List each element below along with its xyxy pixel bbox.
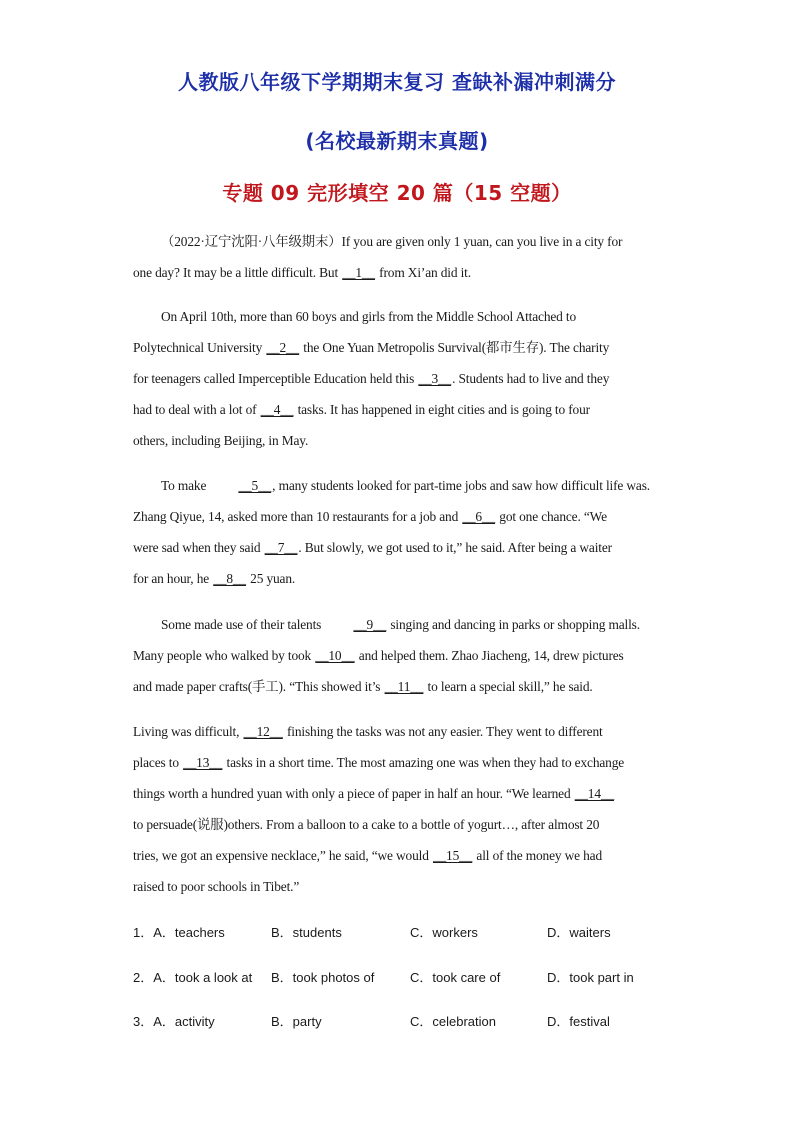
text-span: Zhang Qiyue, 14, asked more than 10 restaurants for a job and (133, 509, 462, 524)
text-span: 25 yuan. (246, 571, 296, 586)
paragraph-line (133, 778, 661, 809)
text-span: to learn a special skill,” he said. (424, 679, 593, 694)
blank-3: __3__ (418, 371, 452, 386)
text-span: To make (161, 478, 210, 493)
option-d[interactable]: D．festival (547, 1014, 610, 1029)
option-b[interactable]: B．took photos of (271, 970, 375, 985)
paragraph-line (133, 257, 661, 288)
blank-13: __13__ (183, 755, 223, 770)
question-row-2 (133, 967, 673, 987)
paragraph-line (133, 332, 661, 363)
passage-paragraph-2 (133, 301, 661, 456)
text-span: got one chance. “We (496, 509, 607, 524)
paragraph-line (133, 671, 661, 702)
text-span: and made paper crafts(手工). “This showed it’s (133, 679, 384, 694)
text-span: were sad when they said (133, 540, 264, 555)
text-span: had to deal with a lot of (133, 402, 260, 417)
paragraph-line (133, 640, 661, 671)
option-b[interactable]: B．students (271, 925, 342, 940)
blank-1: __1__ (342, 265, 375, 280)
paragraph-line: On April 10th, more than 60 boys and girls from the Middle School Attached to (161, 309, 577, 324)
text-span: Some made use of their talents (161, 617, 325, 632)
text-span: tasks. It has happened in eight cities and is going to four (294, 402, 590, 417)
question-row-1 (133, 922, 673, 942)
text-span: finishing the tasks was not any easier. They went to different (283, 724, 603, 739)
blank-9: __9__ (353, 617, 387, 632)
blank-14: __14__ (574, 786, 614, 801)
text-span: one day? It may be a little difficult. But (133, 265, 342, 280)
paragraph-line (133, 470, 661, 501)
paragraph-line: （2022·辽宁沈阳·八年级期末）If you are given only 1 yuan, can you live in a city for (161, 234, 623, 249)
blank-8: __8__ (213, 571, 246, 586)
option-d[interactable]: D．took part in (547, 970, 634, 985)
option-a[interactable]: 1．A．teachers (133, 925, 225, 940)
blank-7: __7__ (264, 540, 298, 555)
paragraph-line (133, 747, 661, 778)
text-span: , many students looked for part-time jobs and saw how difficult life was. (272, 478, 650, 493)
text-span: things worth a hundred yuan with only a piece of paper in half an hour. “We learned (133, 786, 574, 801)
text-span: tasks in a short time. The most amazing one was when they had to exchange (223, 755, 625, 770)
text-span: places to (133, 755, 183, 770)
option-a[interactable]: 2．A．took a look at (133, 970, 253, 985)
paragraph-line (133, 716, 661, 747)
blank-10: __10__ (315, 648, 355, 663)
paragraph-line (133, 563, 661, 594)
text-span: singing and dancing in parks or shopping malls. (387, 617, 640, 632)
text-span: the One Yuan Metropolis Survival(都市生存). The charity (300, 340, 610, 355)
paragraph-line: raised to poor schools in Tibet.” (133, 879, 300, 894)
text-span: Living was difficult, (133, 724, 243, 739)
option-c[interactable]: C．celebration (410, 1014, 496, 1029)
passage-paragraph-5 (133, 716, 661, 902)
blank-2: __2__ (266, 340, 300, 355)
paragraph-line: to persuade(说服)others. From a balloon to a cake to a bottle of yogurt…, after almost 20 (133, 817, 600, 832)
option-a[interactable]: 3．A．activity (133, 1014, 215, 1029)
text-span: and helped them. Zhao Jiacheng, 14, drew pictures (355, 648, 624, 663)
blank-12: __12__ (243, 724, 283, 739)
paragraph-line (133, 532, 661, 563)
blank-15: __15__ (432, 848, 473, 863)
text-span: all of the money we had (473, 848, 603, 863)
paragraph-line (133, 394, 661, 425)
blank-11: __11__ (384, 679, 424, 694)
passage-paragraph-1 (133, 226, 661, 288)
paragraph-line (133, 609, 661, 640)
blank-4: __4__ (260, 402, 294, 417)
text-span: from Xi’an did it. (375, 265, 471, 280)
option-d[interactable]: D．waiters (547, 925, 611, 940)
text-span: . But slowly, we got used to it,” he said. After being a waiter (298, 540, 612, 555)
passage-paragraph-3 (133, 470, 661, 594)
paragraph-line: others, including Beijing, in May. (133, 433, 309, 448)
document-subtitle: (名校最新期末真题) (305, 129, 489, 153)
text-span: for an hour, he (133, 571, 213, 586)
document-title: 人教版八年级下学期期末复习 查缺补漏冲刺满分 (178, 70, 616, 94)
paragraph-line (133, 363, 661, 394)
option-b[interactable]: B．party (271, 1014, 322, 1029)
question-row-3 (133, 1011, 673, 1031)
option-c[interactable]: C．workers (410, 925, 478, 940)
passage-paragraph-4 (133, 609, 661, 702)
topic-heading: 专题 09 完形填空 20 篇（15 空题） (222, 181, 572, 205)
text-span: . Students had to live and they (452, 371, 610, 386)
text-span: Many people who walked by took (133, 648, 315, 663)
paragraph-line (133, 501, 661, 532)
text-span: Polytechnical University (133, 340, 266, 355)
blank-5: __5__ (238, 478, 272, 493)
text-span: for teenagers called Imperceptible Education held this (133, 371, 418, 386)
paragraph-line (133, 840, 661, 871)
text-span: tries, we got an expensive necklace,” he said, “we would (133, 848, 432, 863)
option-c[interactable]: C．took care of (410, 970, 501, 985)
blank-6: __6__ (462, 509, 496, 524)
